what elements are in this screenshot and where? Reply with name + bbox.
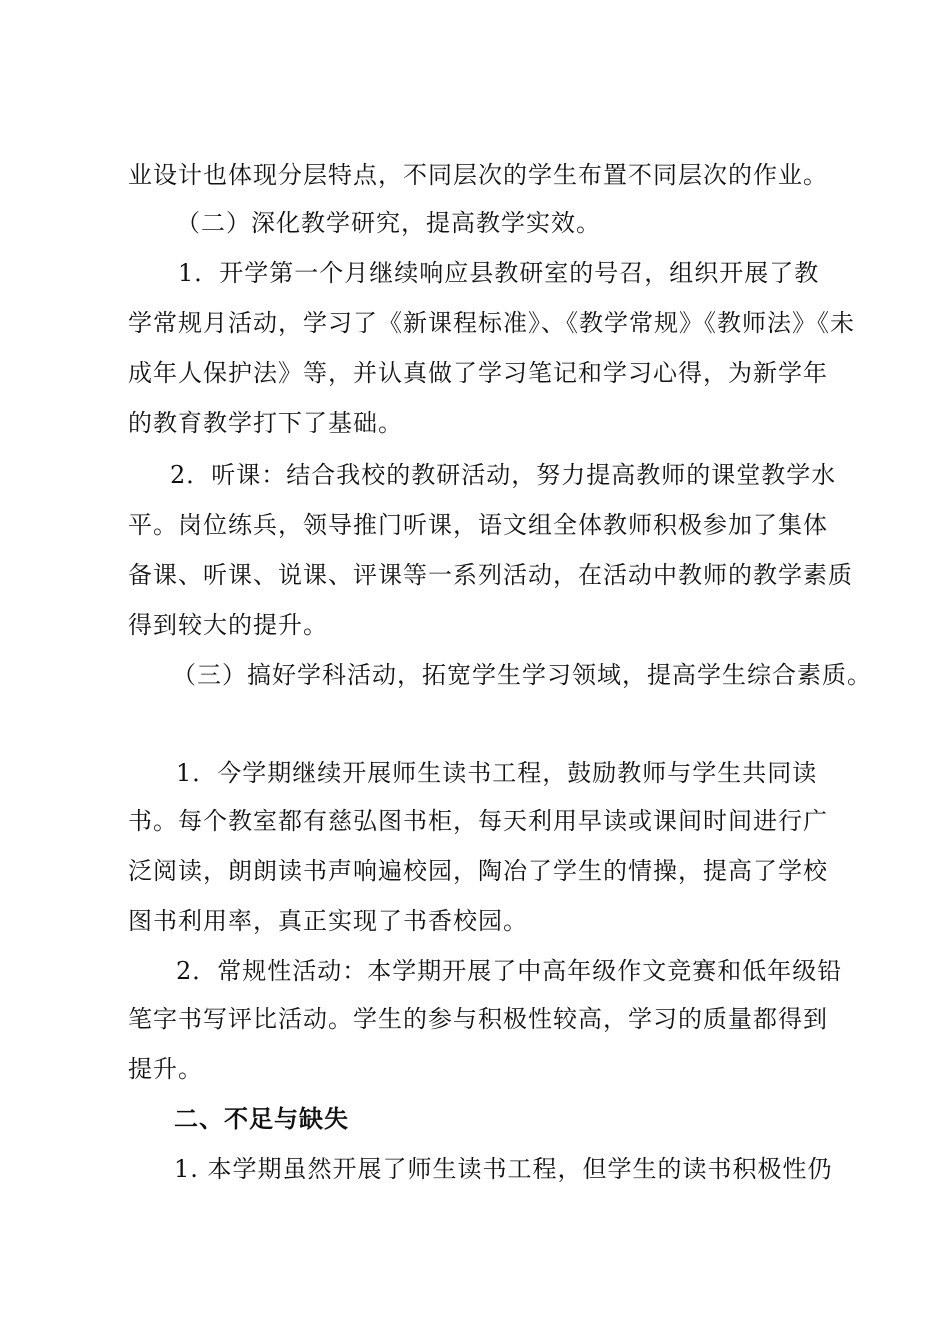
paragraph-line: 成年人保护法》等，并认真做了学习笔记和学习心得，为新学年 bbox=[128, 359, 828, 387]
paragraph-line: 1．今学期继续开展师生读书工程，鼓励教师与学生共同读 bbox=[176, 759, 818, 787]
paragraph-line: 2．听课：结合我校的教研活动，努力提高教师的课堂教学水 bbox=[170, 461, 837, 489]
paragraph-line: 平。岗位练兵，领导推门听课，语文组全体教师积极参加了集体 bbox=[128, 511, 828, 539]
paragraph-line: 业设计也体现分层特点，不同层次的学生布置不同层次的作业。 bbox=[128, 161, 828, 189]
paragraph-line: 2．常规性活动：本学期开展了中高年级作文竞赛和低年级铅 bbox=[176, 957, 843, 985]
chapter-heading: 二、不足与缺失 bbox=[174, 1105, 349, 1133]
paragraph-line: 的教育教学打下了基础。 bbox=[128, 409, 403, 437]
paragraph-line: 1．开学第一个月继续响应县教研室的号召，组织开展了教 bbox=[178, 259, 820, 287]
paragraph-line: 泛阅读，朗朗读书声响遍校园，陶冶了学生的情操，提高了学校 bbox=[128, 857, 828, 885]
paragraph-line: 提升。 bbox=[128, 1055, 203, 1083]
paragraph-line: 学常规月活动，学习了《新课程标准》、《教学常规》《教师法》《未 bbox=[128, 309, 855, 337]
paragraph-line: 得到较大的提升。 bbox=[128, 611, 328, 639]
section-heading: （二）深化教学研究，提高教学实效。 bbox=[176, 209, 601, 237]
paragraph-line: 书。每个教室都有慈弘图书柜，每天利用早读或课间时间进行广 bbox=[128, 807, 828, 835]
paragraph-line: 笔字书写评比活动。学生的参与积极性较高，学习的质量都得到 bbox=[128, 1005, 828, 1033]
section-heading: （三）搞好学科活动，拓宽学生学习领域，提高学生综合素质。 bbox=[172, 661, 872, 689]
paragraph-line: 图书利用率，真正实现了书香校园。 bbox=[128, 907, 528, 935]
paragraph-line: 1. 本学期虽然开展了师生读书工程，但学生的读书积极性仍 bbox=[174, 1155, 833, 1183]
paragraph-line: 备课、听课、说课、评课等一系列活动，在活动中教师的教学素质 bbox=[128, 561, 853, 589]
